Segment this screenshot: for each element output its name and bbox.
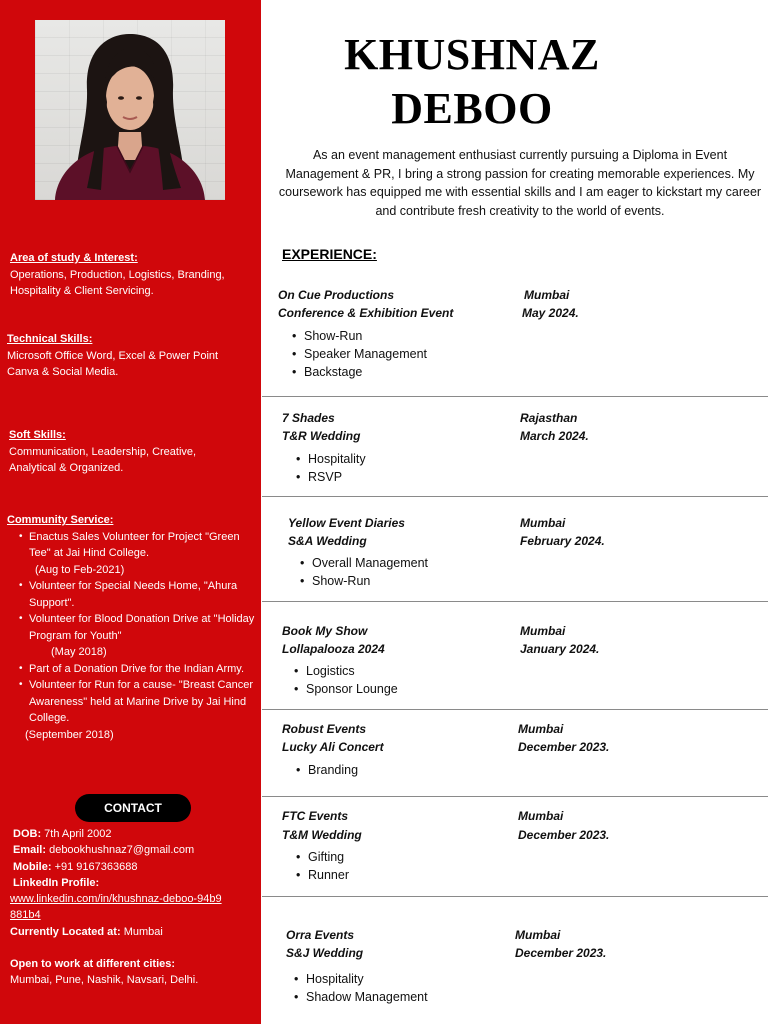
job-location: Mumbai — [520, 516, 566, 530]
job-date: December 2023. — [518, 740, 610, 754]
job-location: Mumbai — [515, 928, 561, 942]
email-line — [10, 842, 255, 858]
technical-skills-section — [7, 331, 257, 381]
community-service-heading: Community Service: — [7, 514, 114, 526]
list-item: • RSVP — [294, 468, 366, 486]
company-name: On Cue Productions — [278, 288, 395, 302]
list-item: • Show-Run — [290, 327, 427, 345]
community-item-date: (Aug to Feb-2021) — [35, 563, 125, 576]
candidate-name — [290, 28, 654, 136]
job-date: December 2023. — [518, 828, 610, 842]
event-name: S&A Wedding — [288, 534, 367, 548]
divider — [262, 709, 768, 710]
list-item: • Runner — [294, 866, 349, 884]
mobile-label: Mobile: — [13, 860, 52, 873]
job-date: May 2024. — [522, 306, 579, 320]
community-item-text: Volunteer for Blood Donation Drive at "Holiday Program for Youth" — [29, 613, 255, 642]
soft-skills-text: Communication, Leadership, Creative, Analytical & Organized. — [9, 445, 197, 474]
list-item: • Shadow Management — [292, 988, 428, 1006]
community-service-list — [7, 529, 259, 744]
event-name: Conference & Exhibition Event — [278, 306, 454, 320]
event-name: Lucky Ali Concert — [282, 740, 384, 754]
name-line-1: KHUSHNAZ — [344, 30, 600, 79]
profile-photo — [35, 20, 225, 200]
list-item — [19, 661, 259, 678]
open-to-work-label: Open to work at different cities: — [10, 958, 176, 971]
divider — [262, 601, 768, 602]
event-name: T&M Wedding — [282, 828, 362, 842]
event-name: S&J Wedding — [286, 946, 364, 960]
soft-skills-section — [9, 427, 239, 477]
job-date: January 2024. — [520, 642, 600, 656]
contact-details — [10, 826, 255, 989]
list-item: • Branding — [294, 761, 358, 779]
company-name: FTC Events — [282, 809, 349, 823]
job-date: February 2024. — [520, 534, 605, 548]
list-item: • Show-Run — [298, 572, 428, 590]
area-of-study-heading: Area of study & Interest: — [10, 252, 138, 264]
list-item — [19, 677, 259, 743]
soft-skills-heading: Soft Skills: — [9, 429, 66, 441]
location-label: Currently Located at: — [10, 925, 121, 938]
open-to-work-line — [10, 956, 255, 972]
email-value[interactable]: debookhushnaz7@gmail.com — [49, 844, 195, 857]
job-duties — [298, 554, 428, 590]
location-line — [10, 924, 255, 940]
list-item: • Overall Management — [298, 554, 428, 572]
list-item — [19, 578, 259, 611]
name-line-2: DEBOO — [391, 84, 553, 133]
dob-value: 7th April 2002 — [44, 828, 112, 840]
job-location: Mumbai — [520, 624, 566, 638]
job-duties — [294, 848, 349, 884]
community-item-text: Enactus Sales Volunteer for Project "Green Tee" at Jai Hind College. — [29, 530, 240, 559]
community-item-date: (May 2018) — [51, 646, 107, 658]
cities-value: Mumbai, Pune, Nashik, Navsari, Delhi. — [10, 974, 199, 987]
technical-skills-line: Canva & Social Media. — [7, 366, 119, 378]
linkedin-link[interactable]: www.linkedin.com/in/khushnaz-deboo-94b9881b4 — [10, 893, 222, 922]
job-location: Mumbai — [524, 288, 570, 302]
profile-summary: As an event management enthusiast currently pursuing a Diploma in Event Management & PR, I bring a strong passion for creating memorable experiences. My coursework has equipped me with essential skills and I am eager to kickstart my career and contribute fresh creativity to the world of events. — [278, 148, 762, 218]
divider — [262, 896, 768, 897]
community-item-text: Volunteer for Run for a cause- "Breast Cancer Awareness" held at Marine Drive by Jai Hind College. — [29, 679, 254, 724]
experience-heading: EXPERIENCE: — [282, 246, 377, 262]
technical-skills-heading: Technical Skills: — [7, 333, 93, 345]
list-item — [19, 611, 259, 661]
company-name: 7 Shades — [282, 411, 335, 425]
list-item: • Sponsor Lounge — [292, 680, 398, 698]
list-item: • Hospitality — [294, 450, 366, 468]
job-duties — [292, 662, 398, 698]
company-name: Book My Show — [282, 624, 368, 638]
company-name: Robust Events — [282, 722, 367, 736]
job-location: Mumbai — [518, 722, 564, 736]
contact-button[interactable]: CONTACT — [75, 794, 191, 822]
job-duties — [294, 450, 366, 486]
event-name: Lollapalooza 2024 — [282, 642, 385, 656]
divider — [262, 796, 768, 797]
company-name: Yellow Event Diaries — [288, 516, 405, 530]
list-item: • Backstage — [290, 363, 427, 381]
job-location: Mumbai — [518, 809, 564, 823]
list-item: • Gifting — [294, 848, 349, 866]
mobile-value: +91 9167363688 — [54, 860, 138, 873]
community-item-text: Volunteer for Special Needs Home, "Ahura Support". — [29, 580, 238, 609]
list-item: • Hospitality — [292, 970, 428, 988]
job-duties — [290, 327, 427, 381]
email-label: Email: — [13, 844, 47, 857]
job-location: Rajasthan — [520, 411, 578, 425]
divider — [262, 396, 768, 397]
list-item: • Logistics — [292, 662, 398, 680]
linkedin-label: LinkedIn Profile: — [13, 876, 100, 889]
community-item-text: Part of a Donation Drive for the Indian Army. — [29, 662, 245, 675]
event-name: T&R Wedding — [282, 429, 361, 443]
dob-label: DOB: — [13, 828, 42, 840]
location-value: Mumbai — [123, 925, 163, 938]
sidebar — [0, 0, 261, 1024]
area-of-study-section — [10, 250, 255, 300]
mobile-line — [10, 859, 255, 875]
linkedin-line — [10, 875, 255, 891]
job-duties — [294, 761, 358, 779]
company-name: Orra Events — [286, 928, 355, 942]
area-of-study-text: Operations, Production, Logistics, Branding, Hospitality & Client Servicing. — [10, 268, 225, 297]
job-date: December 2023. — [515, 946, 607, 960]
technical-skills-line: Microsoft Office Word, Excel & Power Point — [7, 349, 219, 362]
divider — [262, 496, 768, 497]
job-duties — [292, 970, 428, 1006]
dob-line — [10, 826, 255, 842]
list-item — [19, 529, 259, 579]
list-item: • Speaker Management — [290, 345, 427, 363]
community-item-date: (September 2018) — [25, 728, 114, 741]
job-date: March 2024. — [520, 429, 589, 443]
community-service-section — [7, 512, 259, 743]
